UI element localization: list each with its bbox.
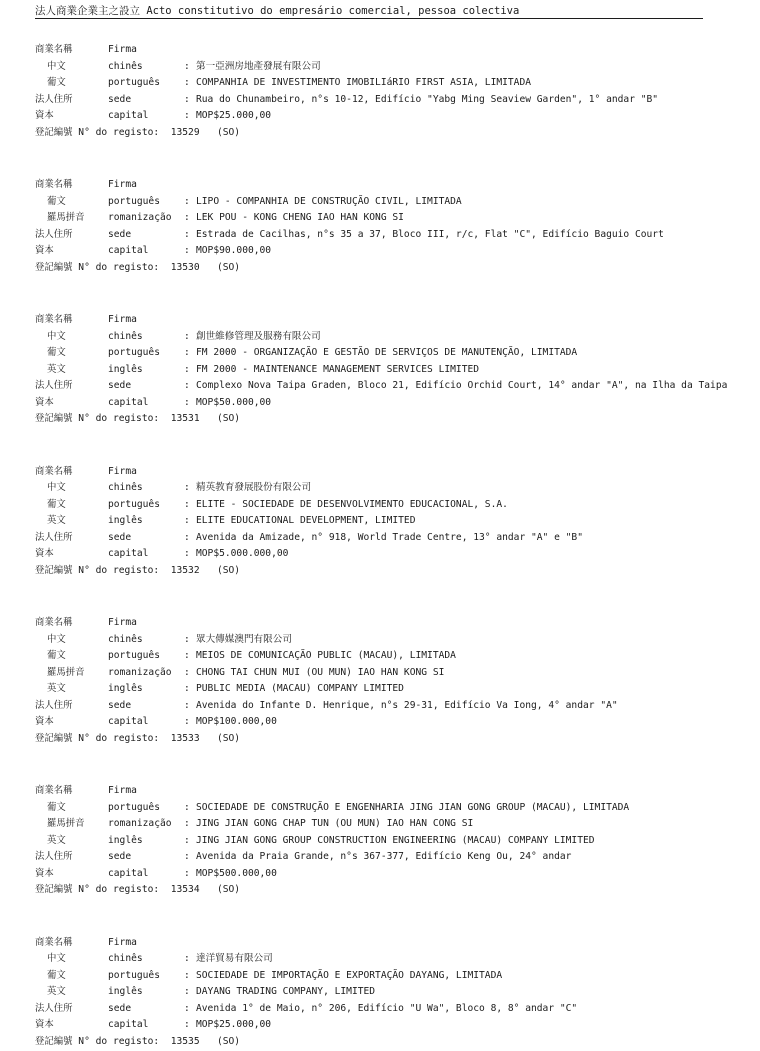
colon: : bbox=[184, 515, 190, 526]
chines-label-pt: chinês bbox=[108, 60, 143, 72]
registo-row bbox=[35, 563, 755, 580]
colon: : bbox=[184, 347, 190, 358]
ingles-row bbox=[35, 681, 755, 698]
registo-row bbox=[35, 731, 755, 748]
sede-label-pt: sede bbox=[108, 699, 132, 711]
romanizacao-value: JING JIAN GONG CHAP TUN (OU MUN) IAO HAN CONG SI bbox=[196, 818, 474, 829]
ingles-label-pt: inglês bbox=[108, 986, 143, 997]
colon: : bbox=[184, 396, 190, 408]
sede-label-zh: 法人住所 bbox=[35, 380, 73, 391]
capital-value: MOP$25.000,00 bbox=[196, 1019, 272, 1030]
firma-label-zh: 商業名稱 bbox=[35, 314, 73, 325]
registration-entry bbox=[35, 464, 755, 580]
entry-spacer bbox=[35, 579, 755, 615]
colon: : bbox=[184, 77, 190, 88]
registo-suffix: (SO) bbox=[216, 1035, 241, 1047]
registo-label-pt: N° do registo: bbox=[78, 884, 160, 895]
portugues-label-zh: 葡文 bbox=[47, 195, 66, 207]
romanizacao-label-zh: 羅馬拼音 bbox=[47, 666, 85, 678]
chines-row bbox=[35, 480, 755, 497]
colon: : bbox=[184, 531, 190, 543]
colon: : bbox=[184, 195, 190, 207]
chines-row bbox=[35, 632, 755, 649]
registo-number: 13534 bbox=[170, 884, 200, 895]
registo-suffix: (SO) bbox=[216, 126, 241, 138]
capital-value: MOP$50.000,00 bbox=[196, 396, 272, 408]
capital-value: MOP$5.000.000,00 bbox=[196, 548, 289, 559]
firma-row bbox=[35, 783, 755, 800]
sede-row bbox=[35, 1001, 755, 1018]
capital-row bbox=[35, 243, 755, 260]
capital-label-pt: capital bbox=[108, 245, 149, 256]
sede-value: Avenida da Praia Grande, n°s 367-377, Edifício Keng Ou, 24° andar bbox=[196, 851, 572, 862]
capital-label-zh: 資本 bbox=[35, 716, 54, 727]
registo-number: 13530 bbox=[170, 261, 200, 273]
sede-label-pt: sede bbox=[108, 851, 132, 862]
chines-label-pt: chinês bbox=[108, 330, 143, 342]
portugues-row bbox=[35, 194, 755, 211]
registo-label-zh: 登記編號 bbox=[35, 1035, 73, 1047]
sede-row bbox=[35, 849, 755, 866]
firma-row bbox=[35, 42, 755, 59]
colon: : bbox=[184, 228, 190, 240]
sede-row bbox=[35, 698, 755, 715]
colon: : bbox=[184, 380, 190, 391]
chines-value: 創世維修管理及服務有限公司 bbox=[196, 330, 321, 342]
colon: : bbox=[184, 666, 190, 678]
registo-number: 13533 bbox=[170, 732, 200, 744]
chines-label-zh: 中文 bbox=[47, 953, 66, 964]
portugues-label-pt: português bbox=[108, 77, 160, 88]
capital-label-pt: capital bbox=[108, 867, 149, 879]
firma-row bbox=[35, 935, 755, 952]
ingles-value: JING JIAN GONG GROUP CONSTRUCTION ENGINEERING (MACAU) COMPANY LIMITED bbox=[196, 834, 595, 846]
sede-label-zh: 法人住所 bbox=[35, 851, 73, 862]
sede-label-zh: 法人住所 bbox=[35, 1002, 73, 1014]
colon: : bbox=[184, 818, 190, 829]
firma-label-pt: Firma bbox=[108, 617, 137, 628]
colon: : bbox=[184, 363, 190, 375]
romanizacao-value: CHONG TAI CHUN MUI (OU MUN) IAO HAN KONG SI bbox=[196, 666, 445, 678]
registo-row bbox=[35, 411, 755, 428]
romanizacao-label-pt: romanização bbox=[108, 212, 172, 223]
portugues-label-zh: 葡文 bbox=[47, 347, 66, 358]
sede-value: Complexo Nova Taipa Graden, Bloco 21, Edifício Orchid Court, 14° andar "A", na Ilha da Taipa bbox=[196, 380, 728, 391]
firma-row bbox=[35, 177, 755, 194]
romanizacao-label-zh: 羅馬拼音 bbox=[47, 212, 85, 223]
sede-label-pt: sede bbox=[108, 1002, 132, 1014]
colon: : bbox=[184, 1019, 190, 1030]
sede-row bbox=[35, 530, 755, 547]
registo-label-pt: N° do registo: bbox=[78, 1035, 160, 1047]
portugues-value: MEIOS DE COMUNICAÇÃO PUBLIC (MACAU), LIMITADA bbox=[196, 650, 456, 661]
colon: : bbox=[184, 1002, 190, 1014]
portugues-row bbox=[35, 345, 755, 362]
colon: : bbox=[184, 650, 190, 661]
entry-spacer bbox=[35, 428, 755, 464]
portugues-label-pt: português bbox=[108, 801, 160, 813]
registo-label-pt: N° do registo: bbox=[78, 564, 160, 576]
ingles-row bbox=[35, 833, 755, 850]
sede-label-zh: 法人住所 bbox=[35, 699, 73, 711]
firma-label-pt: Firma bbox=[108, 785, 137, 796]
firma-label-pt: Firma bbox=[108, 936, 137, 948]
entries-list bbox=[35, 42, 755, 1050]
romanizacao-label-pt: romanização bbox=[108, 666, 172, 678]
firma-label-pt: Firma bbox=[108, 44, 137, 55]
romanizacao-label-pt: romanização bbox=[108, 818, 172, 829]
sede-value: Rua do Chunambeiro, n°s 10-12, Edifício "Yabg Ming Seaview Garden", 1° andar "B" bbox=[196, 93, 659, 105]
portugues-label-zh: 葡文 bbox=[47, 969, 66, 981]
chines-label-zh: 中文 bbox=[47, 330, 66, 342]
portugues-label-pt: português bbox=[108, 347, 160, 358]
colon: : bbox=[184, 801, 190, 813]
chines-label-pt: chinês bbox=[108, 482, 143, 493]
chines-value: 第一亞洲房地產發展有限公司 bbox=[196, 60, 321, 72]
capital-label-zh: 資本 bbox=[35, 396, 54, 408]
chines-value: 達洋貿易有限公司 bbox=[196, 953, 273, 964]
sede-label-zh: 法人住所 bbox=[35, 531, 73, 543]
portugues-value: COMPANHIA DE INVESTIMENTO IMOBILIáRIO FIRST ASIA, LIMITADA bbox=[196, 77, 532, 88]
colon: : bbox=[184, 867, 190, 879]
registo-label-pt: N° do registo: bbox=[78, 732, 160, 744]
colon: : bbox=[184, 986, 190, 997]
firma-label-zh: 商業名稱 bbox=[35, 617, 73, 628]
registo-label-pt: N° do registo: bbox=[78, 261, 160, 273]
header-title-pt: Acto constitutivo do empresário comercial, pessoa colectiva bbox=[146, 5, 520, 17]
colon: : bbox=[184, 633, 190, 645]
portugues-value: ELITE - SOCIEDADE DE DESENVOLVIMENTO EDUCACIONAL, S.A. bbox=[196, 498, 508, 510]
portugues-row bbox=[35, 75, 755, 92]
colon: : bbox=[184, 330, 190, 342]
registo-row bbox=[35, 260, 755, 277]
colon: : bbox=[184, 60, 190, 72]
capital-row bbox=[35, 108, 755, 125]
chines-label-pt: chinês bbox=[108, 953, 143, 964]
sede-value: Avenida 1° de Maio, n° 206, Edifício "U Wa", Bloco 8, 8° andar "C" bbox=[196, 1002, 578, 1014]
registo-label-zh: 登記編號 bbox=[35, 564, 73, 576]
firma-row bbox=[35, 464, 755, 481]
registo-number: 13531 bbox=[170, 413, 200, 424]
colon: : bbox=[184, 683, 190, 694]
registo-suffix: (SO) bbox=[216, 884, 241, 895]
firma-row bbox=[35, 615, 755, 632]
capital-label-zh: 資本 bbox=[35, 245, 54, 256]
sede-label-zh: 法人住所 bbox=[35, 228, 73, 240]
ingles-label-zh: 英文 bbox=[47, 683, 66, 694]
colon: : bbox=[184, 93, 190, 105]
romanizacao-row bbox=[35, 665, 755, 682]
capital-value: MOP$100.000,00 bbox=[196, 716, 277, 727]
ingles-value: PUBLIC MEDIA (MACAU) COMPANY LIMITED bbox=[196, 683, 404, 694]
capital-label-pt: capital bbox=[108, 110, 149, 121]
firma-label-zh: 商業名稱 bbox=[35, 179, 73, 190]
document-header bbox=[35, 4, 703, 19]
firma-label-pt: Firma bbox=[108, 314, 137, 325]
registo-row bbox=[35, 125, 755, 142]
romanizacao-row bbox=[35, 816, 755, 833]
registo-row bbox=[35, 1034, 755, 1051]
registo-suffix: (SO) bbox=[216, 413, 241, 424]
chines-value: 精英教育發展股份有限公司 bbox=[196, 482, 312, 493]
chines-label-zh: 中文 bbox=[47, 60, 66, 72]
ingles-row bbox=[35, 513, 755, 530]
firma-label-zh: 商業名稱 bbox=[35, 465, 73, 477]
portugues-value: LIPO - COMPANHIA DE CONSTRUÇÃO CIVIL, LIMITADA bbox=[196, 195, 462, 207]
registo-number: 13535 bbox=[170, 1035, 200, 1047]
registo-label-pt: N° do registo: bbox=[78, 413, 160, 424]
capital-row bbox=[35, 866, 755, 883]
firma-label-pt: Firma bbox=[108, 179, 137, 190]
entry-spacer bbox=[35, 276, 755, 312]
sede-label-zh: 法人住所 bbox=[35, 93, 73, 105]
registration-entry bbox=[35, 42, 755, 141]
colon: : bbox=[184, 699, 190, 711]
sede-value: Avenida da Amizade, n° 918, World Trade Centre, 13° andar "A" e "B" bbox=[196, 531, 583, 543]
capital-row bbox=[35, 395, 755, 412]
header-title-zh: 法人商業企業主之設立 bbox=[35, 5, 140, 17]
colon: : bbox=[184, 834, 190, 846]
sede-label-pt: sede bbox=[108, 380, 132, 391]
colon: : bbox=[184, 110, 190, 121]
capital-row bbox=[35, 714, 755, 731]
capital-label-pt: capital bbox=[108, 396, 149, 408]
ingles-value: DAYANG TRADING COMPANY, LIMITED bbox=[196, 986, 376, 997]
portugues-row bbox=[35, 968, 755, 985]
chines-row bbox=[35, 59, 755, 76]
firma-label-zh: 商業名稱 bbox=[35, 44, 73, 55]
ingles-value: FM 2000 - MAINTENANCE MANAGEMENT SERVICES LIMITED bbox=[196, 363, 480, 375]
portugues-label-zh: 葡文 bbox=[47, 498, 66, 510]
colon: : bbox=[184, 245, 190, 256]
entry-spacer bbox=[35, 141, 755, 177]
portugues-label-pt: português bbox=[108, 969, 160, 981]
chines-label-zh: 中文 bbox=[47, 633, 66, 645]
portugues-label-pt: português bbox=[108, 498, 160, 510]
ingles-label-pt: inglês bbox=[108, 363, 143, 375]
capital-label-pt: capital bbox=[108, 548, 149, 559]
entry-spacer bbox=[35, 747, 755, 783]
registration-entry bbox=[35, 783, 755, 899]
colon: : bbox=[184, 548, 190, 559]
sede-label-pt: sede bbox=[108, 228, 132, 240]
romanizacao-value: LEK POU - KONG CHENG IAO HAN KONG SI bbox=[196, 212, 404, 223]
capital-value: MOP$500.000,00 bbox=[196, 867, 277, 879]
portugues-label-zh: 葡文 bbox=[47, 650, 66, 661]
ingles-label-zh: 英文 bbox=[47, 834, 66, 846]
capital-label-zh: 資本 bbox=[35, 548, 54, 559]
ingles-label-pt: inglês bbox=[108, 834, 143, 846]
entry-spacer bbox=[35, 899, 755, 935]
romanizacao-row bbox=[35, 210, 755, 227]
chines-row bbox=[35, 951, 755, 968]
colon: : bbox=[184, 969, 190, 981]
firma-label-zh: 商業名稱 bbox=[35, 785, 73, 796]
registo-number: 13532 bbox=[170, 564, 200, 576]
sede-row bbox=[35, 378, 755, 395]
colon: : bbox=[184, 212, 190, 223]
portugues-row bbox=[35, 497, 755, 514]
registo-number: 13529 bbox=[170, 126, 200, 138]
registo-label-zh: 登記編號 bbox=[35, 732, 73, 744]
colon: : bbox=[184, 498, 190, 510]
chines-value: 眾大傳媒澳門有限公司 bbox=[196, 633, 292, 645]
registration-entry bbox=[35, 615, 755, 747]
ingles-label-pt: inglês bbox=[108, 683, 143, 694]
registo-label-zh: 登記編號 bbox=[35, 884, 73, 895]
portugues-label-pt: português bbox=[108, 650, 160, 661]
colon: : bbox=[184, 851, 190, 862]
registo-label-zh: 登記編號 bbox=[35, 126, 73, 138]
ingles-label-pt: inglês bbox=[108, 515, 143, 526]
chines-label-zh: 中文 bbox=[47, 482, 66, 493]
registration-entry bbox=[35, 312, 755, 428]
capital-label-zh: 資本 bbox=[35, 110, 54, 121]
romanizacao-label-zh: 羅馬拼音 bbox=[47, 818, 85, 829]
ingles-label-zh: 英文 bbox=[47, 363, 66, 375]
capital-label-pt: capital bbox=[108, 716, 149, 727]
sede-label-pt: sede bbox=[108, 93, 132, 105]
sede-row bbox=[35, 92, 755, 109]
portugues-row bbox=[35, 800, 755, 817]
ingles-label-zh: 英文 bbox=[47, 986, 66, 997]
capital-label-pt: capital bbox=[108, 1019, 149, 1030]
ingles-value: ELITE EDUCATIONAL DEVELOPMENT, LIMITED bbox=[196, 515, 416, 526]
capital-row bbox=[35, 546, 755, 563]
ingles-row bbox=[35, 362, 755, 379]
colon: : bbox=[184, 716, 190, 727]
ingles-label-zh: 英文 bbox=[47, 515, 66, 526]
registration-entry bbox=[35, 177, 755, 276]
firma-label-pt: Firma bbox=[108, 465, 137, 477]
sede-value: Avenida do Infante D. Henrique, n°s 29-31, Edifício Va Iong, 4° andar "A" bbox=[196, 699, 618, 711]
portugues-row bbox=[35, 648, 755, 665]
registo-label-pt: N° do registo: bbox=[78, 126, 160, 138]
portugues-value: SOCIEDADE DE IMPORTAÇÃO E EXPORTAÇÃO DAYANG, LIMITADA bbox=[196, 969, 503, 981]
portugues-label-zh: 葡文 bbox=[47, 77, 66, 88]
sede-label-pt: sede bbox=[108, 531, 132, 543]
sede-row bbox=[35, 227, 755, 244]
colon: : bbox=[184, 953, 190, 964]
registo-suffix: (SO) bbox=[216, 732, 241, 744]
firma-label-zh: 商業名稱 bbox=[35, 936, 73, 948]
registo-row bbox=[35, 882, 755, 899]
ingles-row bbox=[35, 984, 755, 1001]
sede-value: Estrada de Cacilhas, n°s 35 a 37, Bloco III, r/c, Flat "C", Edifício Baguio Court bbox=[196, 228, 664, 240]
capital-value: MOP$90.000,00 bbox=[196, 245, 272, 256]
portugues-label-zh: 葡文 bbox=[47, 801, 66, 813]
portugues-value: SOCIEDADE DE CONSTRUÇÃO E ENGENHARIA JING JIAN GONG GROUP (MACAU), LIMITADA bbox=[196, 801, 630, 813]
colon: : bbox=[184, 482, 190, 493]
firma-row bbox=[35, 312, 755, 329]
registo-suffix: (SO) bbox=[216, 261, 241, 273]
capital-row bbox=[35, 1017, 755, 1034]
chines-label-pt: chinês bbox=[108, 633, 143, 645]
registo-suffix: (SO) bbox=[216, 564, 241, 576]
chines-row bbox=[35, 329, 755, 346]
registration-entry bbox=[35, 935, 755, 1051]
capital-label-zh: 資本 bbox=[35, 1019, 54, 1030]
portugues-label-pt: português bbox=[108, 195, 160, 207]
capital-value: MOP$25.000,00 bbox=[196, 110, 272, 121]
portugues-value: FM 2000 - ORGANIZAÇÃO E GESTÃO DE SERVIÇOS DE MANUTENÇÃO, LIMITADA bbox=[196, 347, 578, 358]
registo-label-zh: 登記編號 bbox=[35, 413, 73, 424]
capital-label-zh: 資本 bbox=[35, 867, 54, 879]
registo-label-zh: 登記編號 bbox=[35, 261, 73, 273]
